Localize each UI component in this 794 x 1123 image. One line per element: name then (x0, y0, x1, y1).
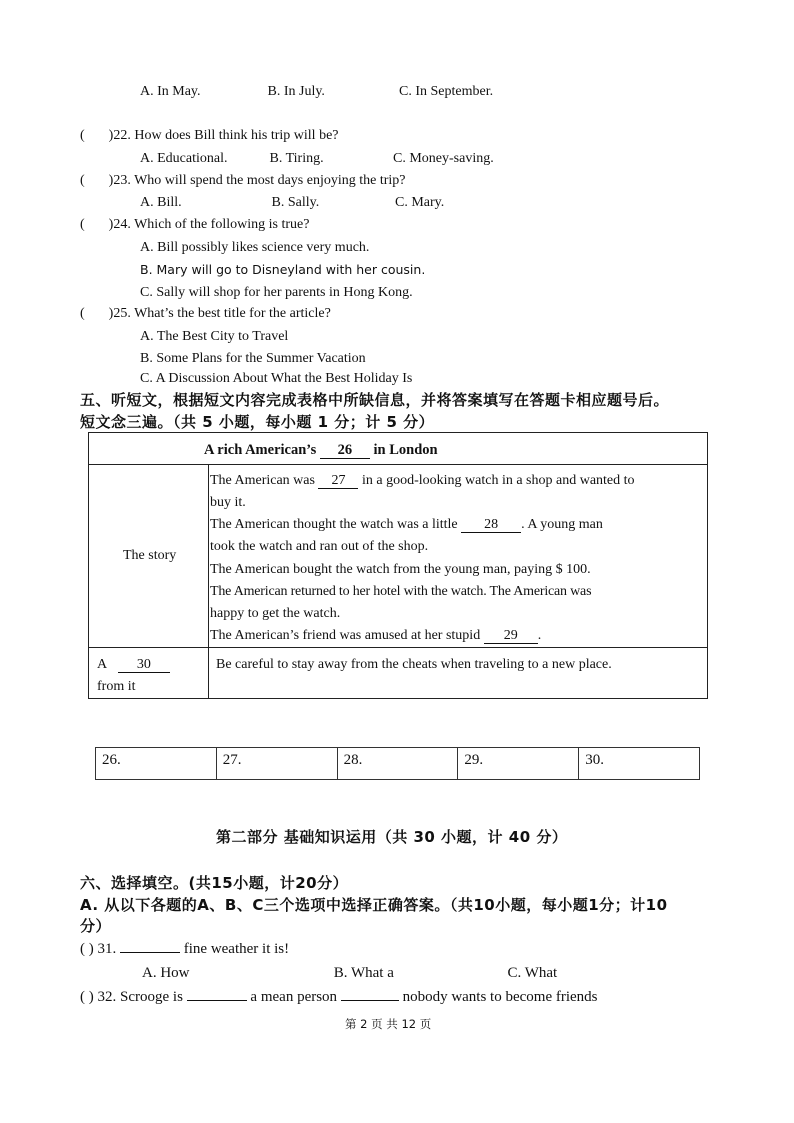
q24-stem: 24. Which of the following is true? (113, 217, 310, 232)
story-row-label: The story (123, 548, 177, 563)
q25-option-b: B. Some Plans for the Summer Vacation (140, 351, 366, 366)
answer-cell-28[interactable]: 28. (338, 748, 459, 779)
lesson-label-line1: A 30 (97, 654, 170, 676)
q31-options (142, 965, 557, 982)
q23-option-c: C. Mary. (395, 195, 445, 210)
answer-paren-open: ( (80, 128, 85, 143)
q22-stem: 22. How does Bill think his trip will be? (113, 128, 339, 143)
q24-option-c: C. Sally will shop for her parents in Hong Kong. (140, 285, 413, 300)
q31-stem-line: ( ) 31. fine weather it is! (80, 941, 290, 957)
story-line-1: The American was 27 in a good-looking watch in a shop and wanted to (210, 473, 635, 488)
q22-stem-line (80, 128, 339, 144)
blank-27: 27 (318, 473, 358, 489)
part2-heading: 第二部分 基础知识运用（共 30 小题，计 40 分） (216, 828, 568, 846)
q23-option-a: A. Bill. (140, 195, 182, 210)
q22-options (140, 151, 494, 167)
answer-cell-26[interactable]: 26. (96, 748, 217, 779)
table-divider (208, 464, 209, 698)
answer-cell-30[interactable]: 30. (585, 752, 604, 768)
table-divider (89, 647, 707, 648)
q24-option-b: B. Mary will go to Disneyland with her cousin. (140, 262, 426, 277)
answer-cell-27[interactable]: 27. (217, 748, 338, 779)
answer-paren-close: ) (108, 173, 114, 188)
q22-option-a: A. Educational. (140, 151, 228, 166)
lesson-label-line2: from it (97, 679, 136, 694)
story-line-5: The American bought the watch from the young man, paying $ 100. (210, 562, 591, 577)
q25-stem-line (80, 306, 331, 322)
blank-28: 28 (461, 517, 521, 533)
blank-26: 26 (320, 443, 370, 459)
answer-paren-close: ) (108, 306, 114, 321)
q21-option-b: B. In July. (267, 84, 325, 99)
answer-paren: ( ) (80, 989, 94, 1005)
answer-table (95, 747, 700, 780)
q31-option-a: A. How (142, 965, 190, 981)
blank-29: 29 (484, 628, 538, 644)
q31-option-b: B. What a (333, 965, 394, 981)
section6-sub-a-line2: 分） (80, 917, 112, 935)
q21-option-a: A. In May. (140, 84, 201, 99)
answer-paren: ( ) (80, 941, 94, 957)
story-line-6: The American returned to her hotel with the watch. The American was (210, 584, 592, 599)
answer-paren-open: ( (80, 217, 85, 232)
answer-paren-open: ( (80, 173, 85, 188)
q22-option-c: C. Money-saving. (393, 151, 494, 166)
section5-heading-line2: 短文念三遍。（共 5 小题，每小题 1 分；计 5 分） (80, 413, 435, 431)
answer-paren-open: ( (80, 306, 85, 321)
q32-stem-line: ( ) 32. Scrooge is a mean person nobody wants to become friends (80, 989, 598, 1005)
q22-option-b: B. Tiring. (269, 151, 324, 166)
q21-option-c: C. In September. (399, 84, 494, 99)
q23-stem-line (80, 173, 406, 189)
q24-stem-line (80, 217, 309, 233)
q25-option-a: A. The Best City to Travel (140, 329, 289, 344)
story-table (88, 432, 708, 699)
story-line-4: took the watch and ran out of the shop. (210, 539, 429, 554)
section6-sub-a-line1: A. 从以下各题的A、B、C三个选项中选择正确答案。（共10小题，每小题1分；计10 (80, 896, 668, 914)
page-footer: 第 2 页 共 12 页 (345, 1017, 432, 1031)
blank-32b (341, 1000, 399, 1001)
answer-cell-29[interactable]: 29. (458, 748, 579, 779)
blank-32a (187, 1000, 247, 1001)
q23-stem: 23. Who will spend the most days enjoying the trip? (113, 173, 406, 188)
q21-options (140, 84, 493, 100)
answer-paren-close: ) (108, 217, 114, 232)
q23-option-b: B. Sally. (271, 195, 320, 210)
blank-30: 30 (118, 657, 170, 673)
q23-options (140, 195, 444, 211)
story-line-8: The American’s friend was amused at her stupid 29 . (210, 628, 542, 643)
q31-option-c: C. What (507, 965, 558, 981)
answer-paren-close: ) (108, 128, 114, 143)
q25-stem: 25. What’s the best title for the article? (113, 306, 331, 321)
q24-option-a: A. Bill possibly likes science very much. (140, 240, 370, 255)
table-divider (89, 464, 707, 465)
story-line-7: happy to get the watch. (210, 606, 341, 621)
blank-31 (120, 952, 180, 953)
table-title: A rich American’s 26 in London (204, 442, 438, 458)
section6-heading: 六、选择填空。(共15小题，计20分） (80, 874, 349, 892)
story-line-3: The American thought the watch was a little 28 . A young man (210, 517, 603, 532)
section5-heading-line1: 五、听短文，根据短文内容完成表格中所缺信息，并将答案填写在答题卡相应题号后。 (80, 391, 670, 409)
q25-option-c: C. A Discussion About What the Best Holiday Is (140, 371, 413, 386)
lesson-text: Be careful to stay away from the cheats when traveling to a new place. (216, 657, 612, 672)
story-line-2: buy it. (210, 495, 246, 510)
